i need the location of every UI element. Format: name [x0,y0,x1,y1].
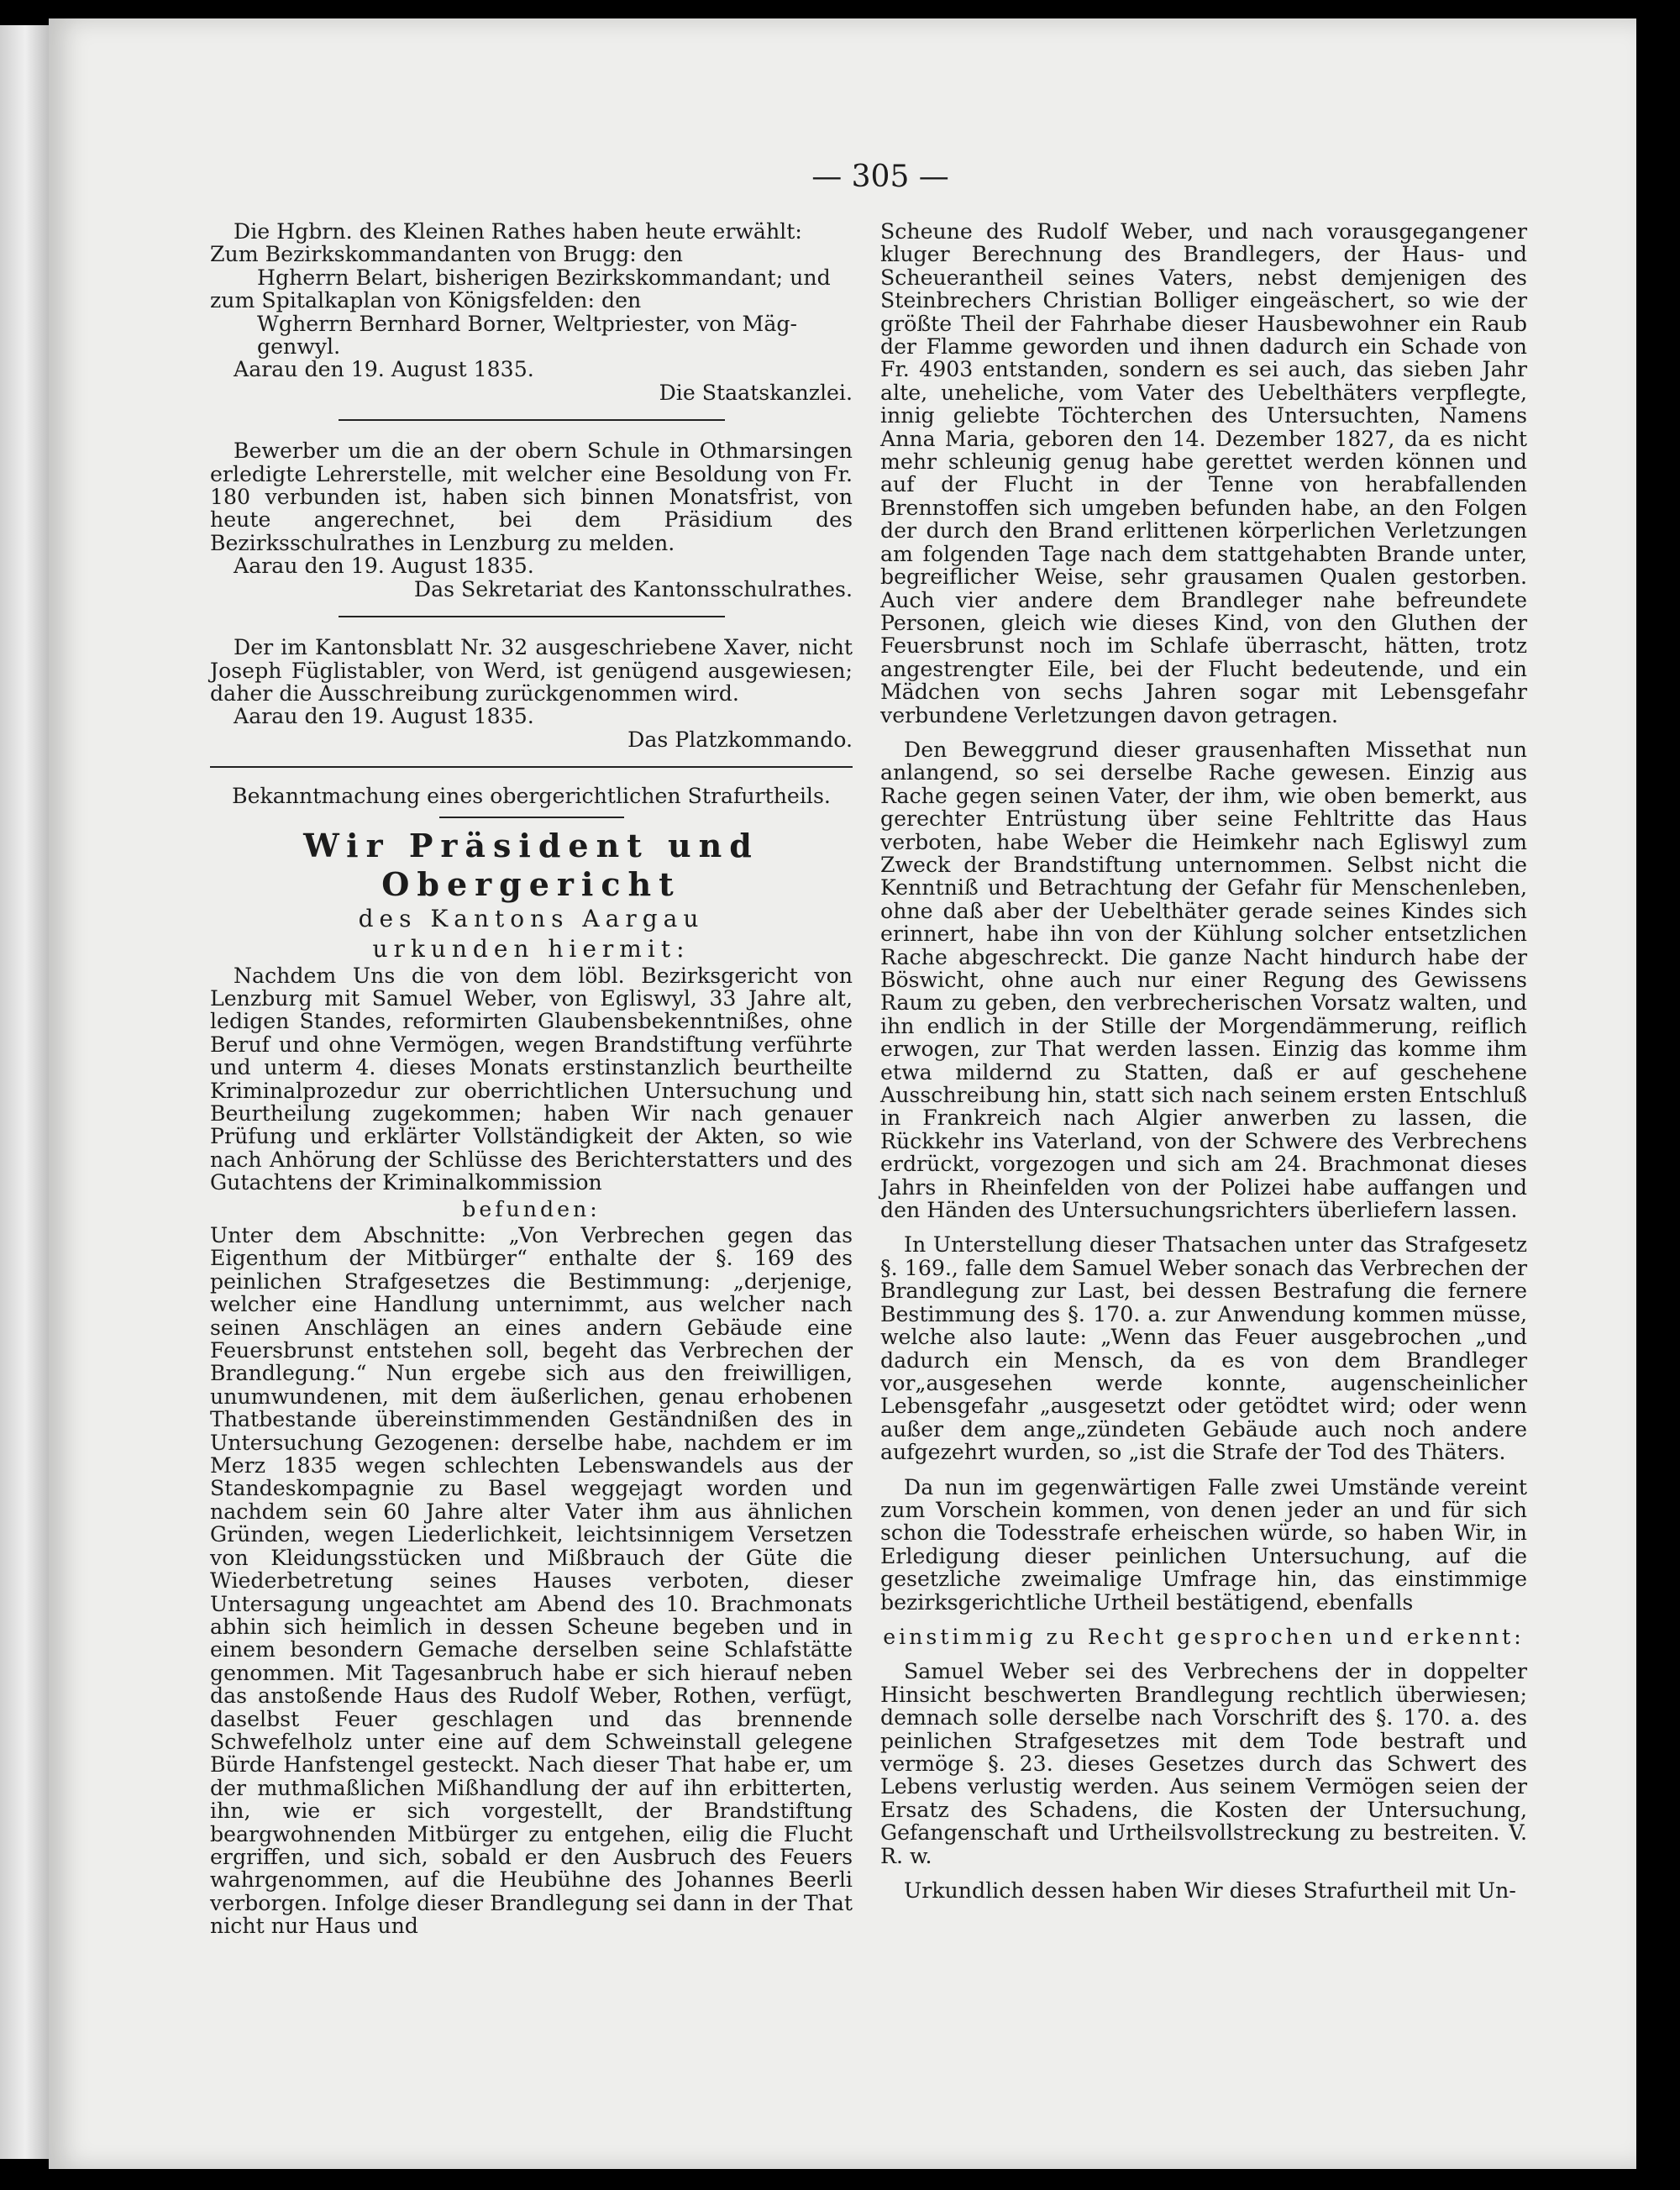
einstimmig-heading: einstimmig zu Recht gesprochen und erkennt: [883,1624,1525,1649]
notice-text: Bewerber um die an der obern Schule in Othmarsingen erledigte Lehrerstelle, mit welcher eine Besoldung von Fr. 180 verbunden ist, haben sich binnen Monatsfrist, von heute angerechnet, bei dem Präsidium des Bezirksschulrathes in Lenzburg zu melden. [210,439,853,555]
divider [339,616,725,617]
notice-line: Zum Bezirkskommandanten von Brugg: den [210,242,684,267]
page-number: — 305 — [811,160,949,194]
notice-appointments [210,220,853,404]
notice-withdrawal [210,636,853,751]
notice-line: Hgherrn Belart, bisherigen Bezirkskommandant; und [257,265,831,290]
verdict-paragraph: Samuel Weber sei des Verbrechens der in doppelter Hinsicht beschwerten Brandlegung rechtlich überwiesen; demnach solle derselbe nach Vorschrift des §. 170. a. des peinlichen Strafgesetzes mit dem Tode bestraft und vermöge §. 23. dieses Gesetzes durch das Schwert des Lebens verlustig werden. Aus seinem Vermögen seien der Ersatz des Schadens, die Kosten der Untersuchung, Gefangenschaft und Urtheilsvollstreckung zu bestreiten. V. R. w. [880,1659,1527,1868]
verdict-paragraph: Den Beweggrund dieser grausenhaften Missethat nun anlangend, so sei derselbe Rache gewesen. Einzig aus Rache gegen seinen Vater, der ihm, wie oben bemerkt, aus gerechter Entrüstung über seine Fehltritte das Haus verboten, habe Weber die Heimkehr nach Egliswyl zum Zweck der Brandstiftung unternommen. Selbst nicht die Kenntniß und Betrachtung der Gefahr für Menschenleben, ohne daß aber der Uebelthäter gerade seines Kindes sich erinnert, habe ihn von der Kühlung solcher entsetzlichen Rache abgeschreckt. Die ganze Nacht hindurch habe der Böswicht, ohne auch nur einer Regung des Gewissens Raum zu geben, den verbrecherischen Vorsatz walten, und ihn endlich in der Stille der Morgendämmerung, reiflich erwogen, zur That werden lassen. Einzig das komme ihm etwa mildernd zu Statten, daß er auf geschehene Ausschreibung hin, statt sich nach seinem ersten Entschluß in Frankreich nach Algier anwerben zu lassen, die Rückkehr ins Vaterland, von der Schwere des Verbrechens erdrückt, vorgezogen und sich am 24. Brachmonat dieses Jahrs in Rheinfelden von der Polizei habe auffangen und den Händen des Untersuchungsrichters überliefern lassen. [880,737,1527,1223]
spacer [880,1648,1527,1660]
notice-signature: Die Staatskanzlei. [659,380,853,405]
verdict-paragraph: In Unterstellung dieser Thatsachen unter das Strafgesetz §. 169., falle dem Samuel Weber sonach das Verbrechen der Brandlegung zur Last, bei dessen Bestrafung die fernere Bestimmung des §. 170. a. zur Anwendung kommen müsse, welche also laute: „Wenn das Feuer ausgebrochen „und dadurch ein Mensch, da es von dem Brandleger vor„ausgesehen werde konnte, augenscheinlicher Lebensgefahr „ausgesetzt oder getödtet wird; oder wenn außer dem ange„zündeten Gebäude auch noch andere aufgezehrt wurden, so „ist die Strafe der Tod des Thäters. [880,1232,1527,1465]
verdict-paragraph: Scheune des Rudolf Weber, und nach vorausgegangener kluger Berechnung des Brandlegers, der Haus- und Scheuerantheil seines Vaters, nebst demjenigen des Steinbrechers Christian Bolliger eingeäschert, so wie der größte Theil der Fahrhabe dieser Hausbewohner ein Raub der Flamme geworden und ihnen dadurch ein Schade von Fr. 4903 entstanden, sondern es sei auch, das sieben Jahr alte, uneheliche, vom Vater des Uebelthäters verpflegte, innig geliebte Töchterchen des Untersuchten, Namens Anna Maria, geboren den 14. Dezember 1827, da es nicht mehr schleunig genug habe gerettet werden können und auf der Flucht in der Tenne von herabfallenden Brennstoffen sich umgeben befunden habe, an den Folgen der durch den Brand erlittenen körperlichen Verletzungen am folgenden Tage nach dem stattgehabten Brande unter, begreiflicher Weise, sehr grausamen Qualen gestorben. Auch vier andere dem Brandleger nahe befreundete Personen, gleich wie dieses Kind, von den Gluthen der Feuersbrunst noch im Schlafe überrascht, hätten, trotz angestrengter Eile, bei der Flucht bedeutende, und ein Mädchen von sechs Jahren sogar mit Lebensgefahr verbundene Verletzungen davon getragen. [880,219,1527,727]
verdict-announcement [210,785,853,1937]
verdict-heading: Bekanntmachung eines obergerichtlichen Strafurtheils. [232,784,831,809]
court-subtitle: des Kantons Aargau [358,904,705,932]
befunden-heading: befunden: [462,1196,601,1221]
verdict-paragraph: Urkundlich dessen haben Wir dieses Strafurtheil mit Un- [904,1878,1516,1904]
court-subtitle-2: urkunden hiermit: [372,934,690,963]
divider [339,419,725,421]
divider-long [210,766,853,768]
notice-intro: Die Hgbrn. des Kleinen Rathes haben heute erwählt: [234,219,802,244]
notice-line: zum Spitalkaplan von Königsfelden: den [210,288,642,313]
court-title: Wir Präsident und Obergericht [303,826,759,903]
spacer [880,1221,1527,1233]
divider-small [439,817,624,818]
notice-date: Aarau den 19. August 1835. [234,704,534,729]
notice-text: Der im Kantonsblatt Nr. 32 ausgeschriebene Xaver, nicht Joseph Füglistabler, von Werd, ist genügend ausgewiesen; daher die Ausschreibung zurückgenommen wird. [210,635,853,706]
spacer [880,1614,1527,1625]
notice-line: Wgherrn Bernhard Borner, Weltpriester, von Mäg- [257,311,798,336]
verdict-paragraph: Unter dem Abschnitte: „Von Verbrechen gegen das Eigenthum der Mitbürger“ enthalte der §. 169 des peinlichen Strafgesetzes die Bestimmung: „derjenige, welcher eine Handlung unternimmt, aus welcher nach seinen Anschlägen an eines andern Gebäude eine Feuersbrunst entstehen soll, begeht das Verbrechen der Brandlegung.“ Nun ergebe sich aus den freiwilligen, unumwundenen, mit dem äußerlichen, genau erhobenen Thatbestande übereinstimmenden Geständnißen des in Untersuchung Gezogenen: derselbe habe, nachdem er im Merz 1835 wegen schlechten Lebenswandels aus der Standeskompagnie zu Basel weggejagt worden und nachdem sein 60 Jahre alter Vater ihm aus ähnlichen Gründen, wegen Liederlichkeit, leichtsinnigem Versetzen von Kleidungsstücken und Mißbrauch der Güte die Wiederbetretung seines Hauses verboten, dieser Untersagung ungeachtet am Abend des 10. Brachmonats abhin sich heimlich in dessen Scheune begeben und in einem besondern Gemache derselben seine Schlafstätte genommen. Mit Tagesanbruch habe er sich hierauf neben das anstoßende Haus des Rudolf Weber, Rothen, verfügt, daselbst Feuer geschlagen und das brennende Schwefelholz unter eine auf dem Schweinstall gelegene Bürde Hanfstengel gesteckt. Nach dieser That habe er, um der muthmaßlichen Mißhandlung der auf ihn erbitterten, ihn, wie er sich vorgestellt, der Brandstiftung beargwohnenden Mitbürger zu entgehen, eilig die Flucht ergriffen, und sich, sobald er den Ausbruch des Feuers wahrgenommen, auf die Heubühne des Johannes Beerli verborgen. Infolge dieser Brandlegung sei dann in der That nicht nur Haus und [210,1223,853,1939]
notice-signature: Das Sekretariat des Kantonsschulrathes. [413,576,853,601]
verdict-paragraph: Da nun im gegenwärtigen Falle zwei Umstände vereint zum Vorschein kommen, von denen jeder an und für sich schon die Todesstrafe erheischen würde, so haben Wir, in Erledigung dieser peinlichen Untersuchung, auf die gesetzliche zweimalige Umfrage hin, das einstimmige bezirksgerichtliche Urtheil bestätigend, ebenfalls [880,1474,1527,1615]
notice-date: Aarau den 19. August 1835. [234,554,534,579]
spacer [880,1867,1527,1879]
spacer [880,727,1527,738]
book-spine [0,25,50,2159]
notice-date: Aarau den 19. August 1835. [234,357,534,382]
notice-signature: Das Platzkommando. [627,727,853,752]
notice-line: genwyl. [257,334,341,360]
document-page [49,18,1636,2169]
right-column [880,220,1527,1902]
verdict-paragraph: Nachdem Uns die von dem löbl. Bezirksgericht von Lenzburg mit Samuel Weber, von Egliswyl, 33 Jahre alt, ledigen Standes, reformirten Glaubensbekenntnißes, ohne Beruf und ohne Vermögen, wegen Brandstiftung verführte und unterm 4. dieses Monats erstinstanzlich beurtheilte Kriminalprozedur zur oberrichtlichen Untersuchung und Beurtheilung zugekommen; haben Wir nach genauer Prüfung und erklärter Vollständigkeit der Akten, so wie nach Anhörung der Schlüsse des Berichterstatters und des Gutachtens der Kriminalkommission [210,963,853,1195]
left-column [210,220,853,1938]
spacer [880,1464,1527,1476]
notice-teacher-post [210,439,853,601]
